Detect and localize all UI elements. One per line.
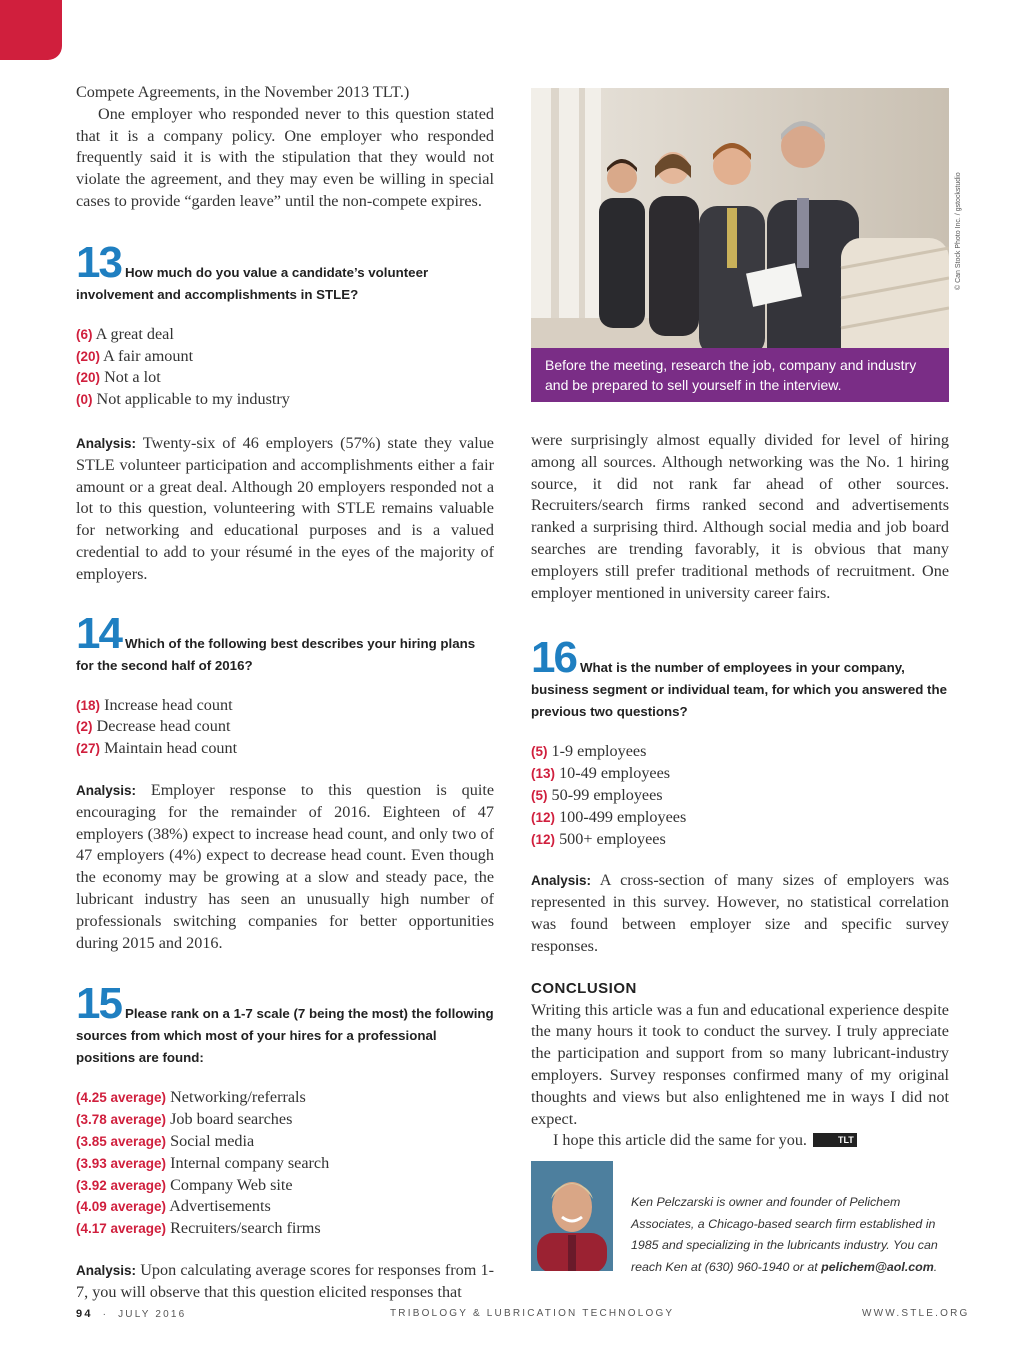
answer-text: Advertisements [169,1197,271,1216]
question-16 [531,633,950,957]
question-15 [76,979,494,1303]
section-tab [0,0,62,60]
answer-text: Decrease head count [96,717,231,736]
photo-caption: Before the meeting, research the job, company and industry and be prepared to sell yourself in the interview. [531,348,949,402]
analysis-label: Analysis: [76,782,137,798]
conclusion-paragraph: Writing this article was a fun and educational experience despite the many hours it took to conduct the survey. I truly appreciate the participation and support from so many lubricant-industry employers. Survey responses confirmed many of my original thoughts and views but also enlightened me in ways I did not expect. [531,1000,949,1128]
answer-count: (0) [76,392,93,408]
answer-item [76,367,494,389]
answer-list [76,695,494,760]
answer-count: (4.17 average) [76,1221,167,1237]
answer-count: (20) [76,348,101,364]
answer-item [76,695,494,717]
question-number: 15 [76,979,121,1029]
answer-text: 500+ employees [559,829,666,848]
question-number: 13 [76,237,121,287]
answer-count: (12) [531,831,556,847]
answer-text: Maintain head count [104,739,238,758]
analysis-label: Analysis: [531,873,592,889]
author-bio [631,1192,951,1278]
footer-left: 94 · JULY 2016 [76,1308,187,1320]
closing-text: I hope this article did the same for you. [553,1131,807,1150]
question-text: How much do you value a candidate’s volunteer involvement and accomplishments in STLE? [76,264,429,302]
answer-item [76,716,494,738]
tlt-end-mark: TLT [813,1133,857,1147]
question-text: What is the number of employees in your company, business segment or individual team, for which you answered the previous two questions? [531,660,947,720]
answer-item [531,829,949,851]
answer-item [76,1153,494,1175]
publication-name: TRIBOLOGY & LUBRICATION TECHNOLOGY [390,1308,675,1319]
analysis-text: Twenty-six of 46 employers (57%) state they value STLE volunteer participation and accomplishments either a fair amount or a great deal. Although 20 employers responded not a lot to this question, volunteering with STLE remains valuable for networking and educational purposes and is a valued credential to add to your résumé in the eyes of the majority of employers. [76,433,494,583]
answer-text: Job board searches [170,1110,293,1129]
answer-item [76,346,494,368]
analysis-paragraph [76,780,494,954]
answer-item [76,738,494,760]
analysis-text: A cross-section of many sizes of employers was represented in this survey. However, no statistical correlation was found between employer size and specific survey responses. [531,871,950,955]
analysis-text: Employer response to this question is quite encouraging for the remainder of 2016. Eighteen of 47 employers (38%) expect to increase head count, and only two of 47 employers (4%) expect to decrease head count. Even though the economy may be growing at a slow and steady pace, the lubricant industry has seen an unusually high number of professionals switching companies for better opportunities during 2015 and 2016. [76,780,494,952]
right-column [531,430,949,1152]
analysis-text: Upon calculating average scores for responses from 1-7, you will observe that this question elicited responses that [76,1260,494,1301]
answer-text: 1-9 employees [551,742,647,761]
analysis-label: Analysis: [76,1262,137,1278]
answer-text: Networking/referrals [170,1088,306,1107]
answer-count: (13) [531,766,556,782]
analysis-paragraph [531,870,949,957]
answer-list [76,1087,494,1240]
bio-text: Ken Pelczarski is owner and founder of Pelichem Associates, a Chicago-based search firm established in 1985 and specializing in the lubricants industry. You can reach Ken at (630) 960-1940 or at [631,1195,938,1274]
answer-item [76,1109,494,1131]
answer-count: (20) [76,370,101,386]
answer-count: (5) [531,744,548,760]
answer-item [76,1196,494,1218]
analysis-paragraph [76,1260,494,1304]
answer-item [76,324,494,346]
author-email[interactable]: pelichem@aol.com [821,1259,934,1274]
analysis-continued: were surprisingly almost equally divided for level of hiring among all sources. Although networking was the No. 1 hiring source, it did not rank far ahead of other sources. Recruiters/search firms ranked second and advertisements ranked a surprising third. Although social media and job board searches are trending favorably, it is obvious that many employers still prefer traditional methods of recruitment. One employer mentioned in university career fairs. [531,431,949,602]
question-number: 14 [76,608,121,658]
answer-item [76,1087,494,1109]
analysis-label: Analysis: [76,435,137,451]
answer-text: Not applicable to my industry [96,390,290,409]
answer-text: Recruiters/search firms [170,1219,321,1238]
answer-count: (3.85 average) [76,1133,167,1149]
issue-date: JULY 2016 [118,1309,187,1320]
answer-item [76,389,494,411]
author-headshot [531,1161,613,1271]
answer-text: Company Web site [170,1175,293,1194]
answer-list [76,324,494,411]
answer-count: (27) [76,741,101,757]
analysis-paragraph [76,433,494,586]
answer-count: (3.92 average) [76,1177,167,1193]
question-text: Please rank on a 1-7 scale (7 being the most) the following sources from which most of your hires for a professional positions are found: [76,1006,494,1066]
answer-count: (18) [76,697,101,713]
answer-count: (4.25 average) [76,1090,167,1106]
question-13 [76,237,494,586]
answer-text: A fair amount [103,346,194,365]
answer-text: 100-499 employees [559,807,687,826]
question-text: Which of the following best describes your hiring plans for the second half of 2016? [76,635,476,673]
answer-item [531,763,949,785]
answer-list [531,741,949,850]
answer-text: Increase head count [104,695,233,714]
answer-count: (5) [531,787,548,803]
conclusion-heading: CONCLUSION [531,979,637,997]
answer-count: (2) [76,719,93,735]
answer-text: Internal company search [170,1153,330,1172]
answer-text: A great deal [95,324,174,343]
author-photo [531,1161,613,1271]
website[interactable]: WWW.STLE.ORG [862,1308,970,1319]
question-number: 16 [531,633,576,683]
answer-item [531,807,949,829]
answer-text: Social media [170,1131,255,1150]
answer-item [531,741,949,763]
answer-count: (12) [531,809,556,825]
photo-credit: © Can Stock Photo Inc. / gstockstudio [955,172,962,290]
answer-count: (3.78 average) [76,1112,167,1128]
answer-item [76,1175,494,1197]
answer-item [531,785,949,807]
answer-item [76,1218,494,1240]
answer-text: Not a lot [104,368,161,387]
answer-count: (6) [76,326,93,342]
business-people-photo [531,88,949,402]
answer-count: (4.09 average) [76,1199,167,1215]
answer-item [76,1131,494,1153]
left-column [76,82,494,1303]
page-number: 94 [76,1308,93,1320]
answer-text: 50-99 employees [551,785,663,804]
question-14 [76,608,494,955]
intro-paragraph: One employer who responded never to this question stated that it is a company policy. One employer who responded frequently said it is with the stipulation that they would not violate the agreement, and they may even be willing in special cases to provide “garden leave” until the non-compete expires. [76,104,494,210]
answer-count: (3.93 average) [76,1155,167,1171]
intro-line: Compete Agreements, in the November 2013 TLT.) [76,83,410,101]
bio-end: . [933,1259,938,1274]
answer-text: 10-49 employees [559,764,671,783]
conclusion-closing [531,1130,949,1152]
